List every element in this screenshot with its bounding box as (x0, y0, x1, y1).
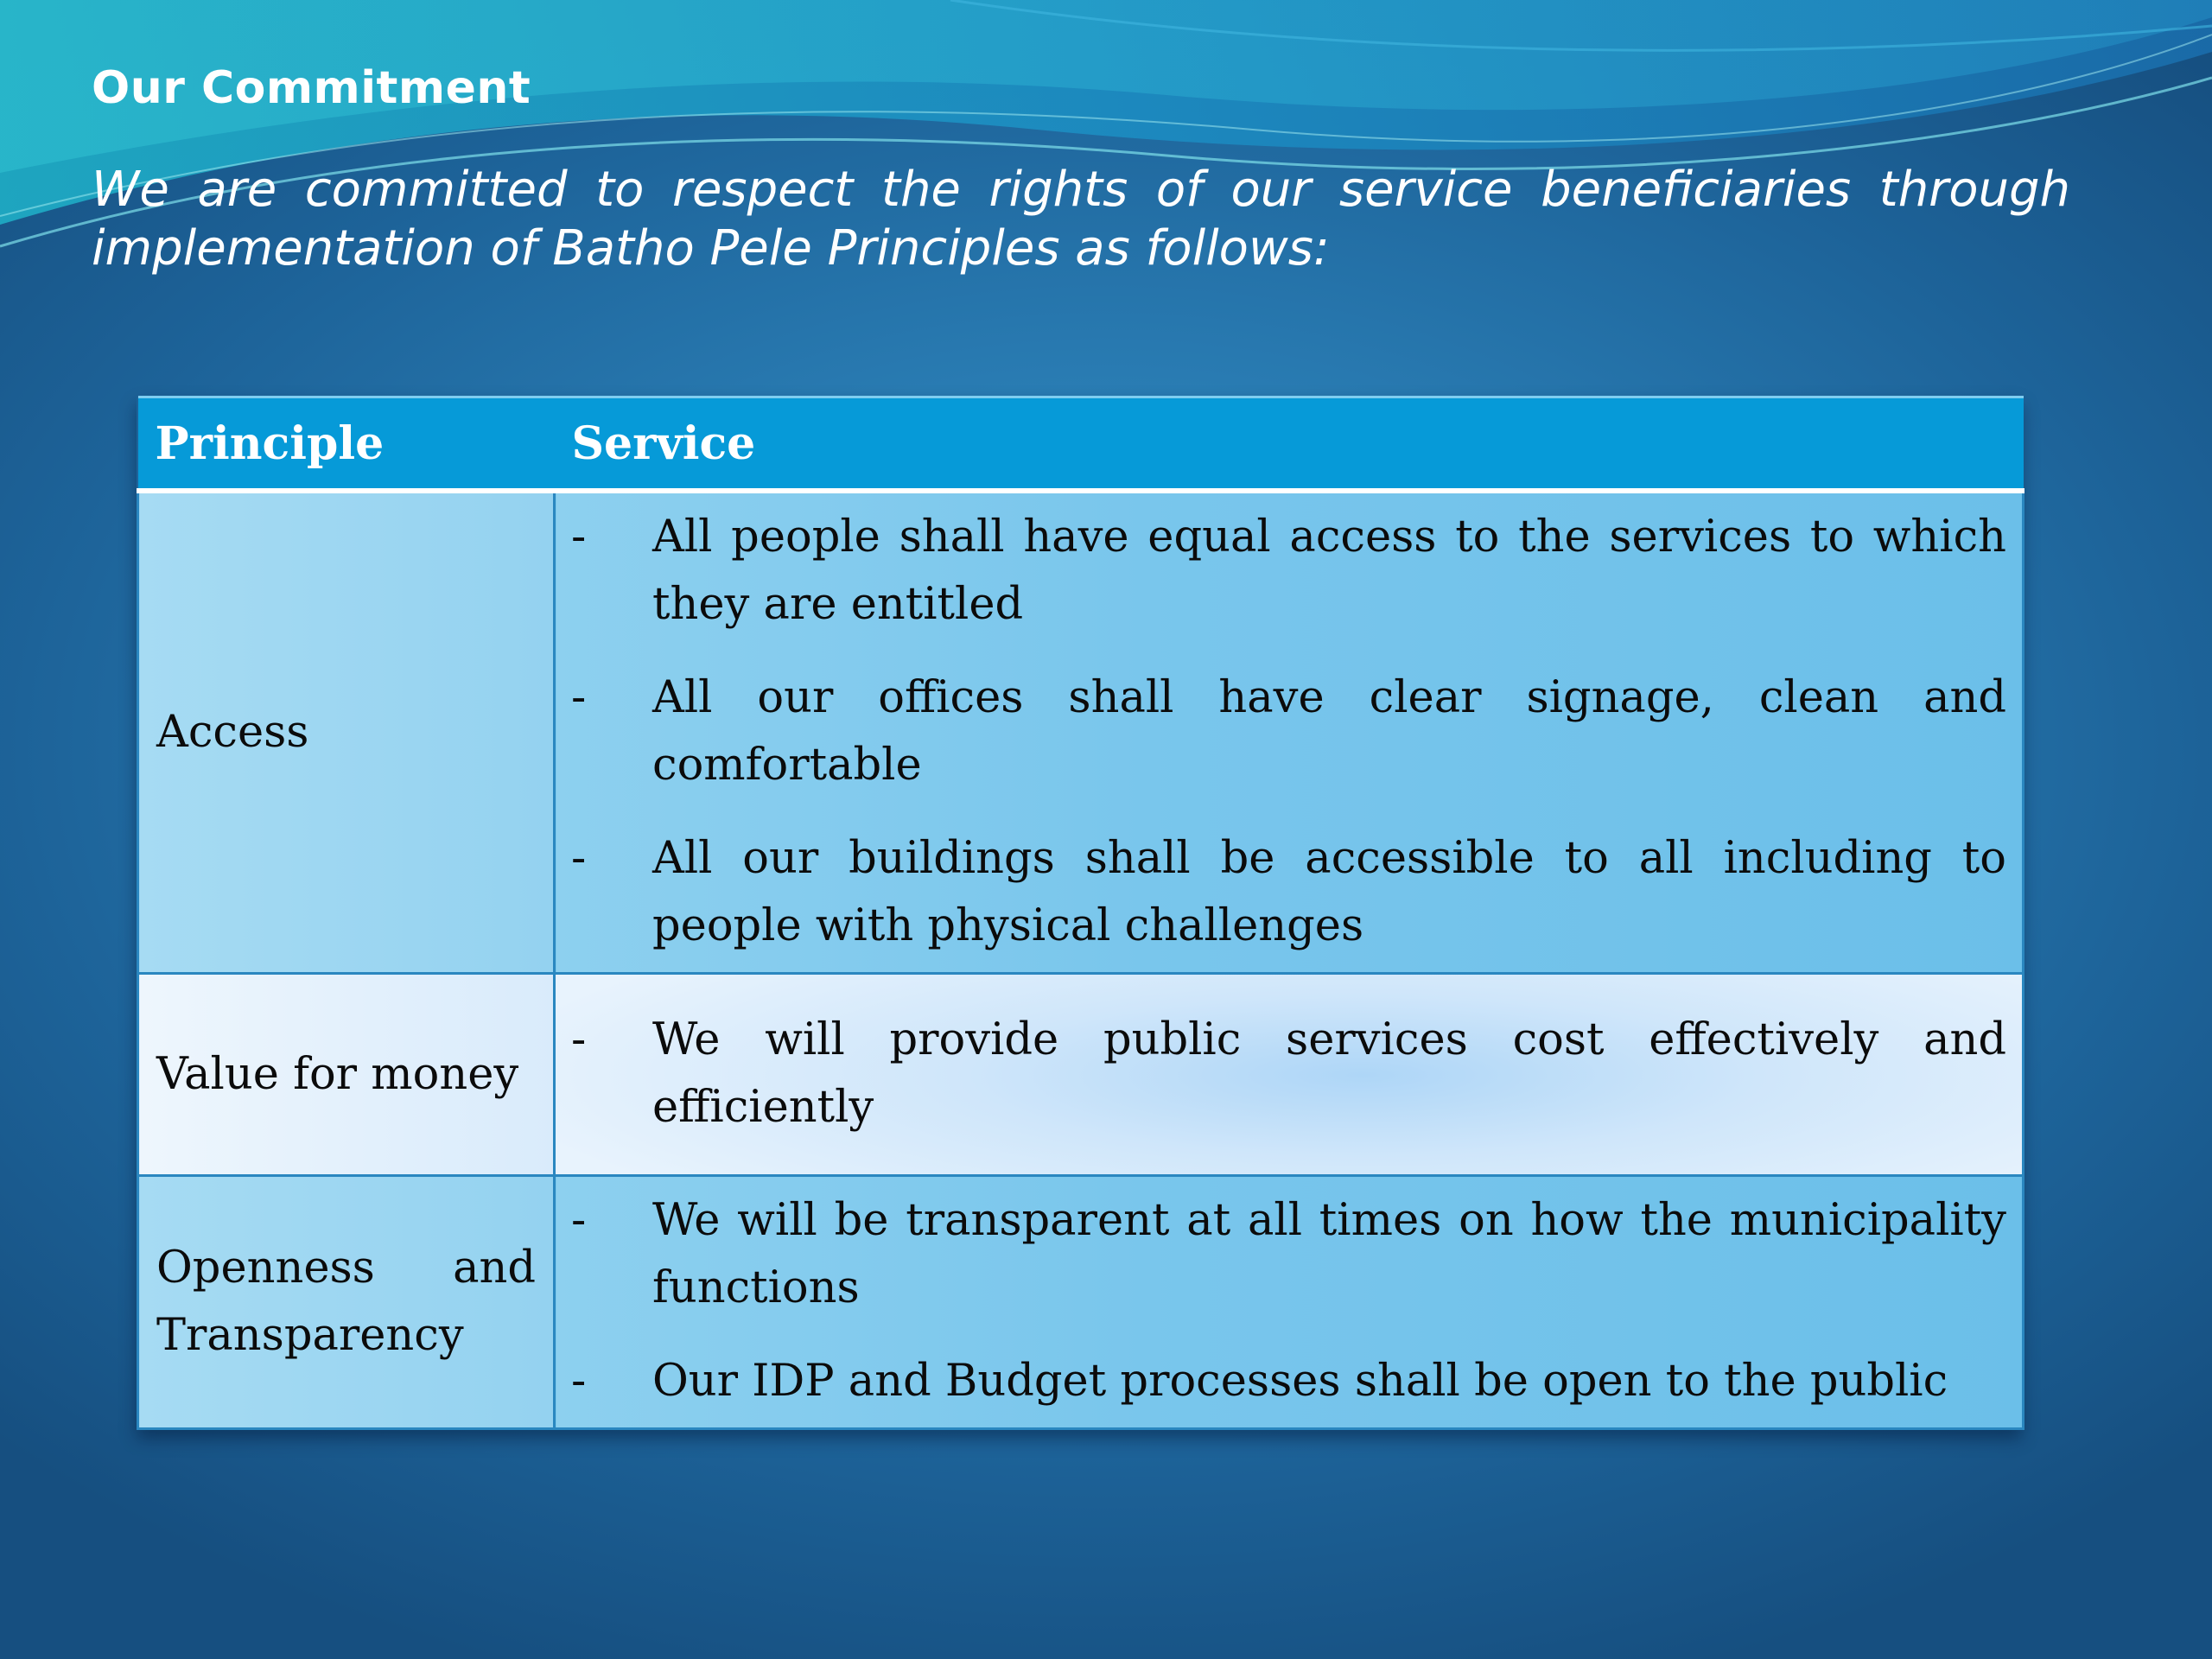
table-header-row (138, 397, 2024, 492)
service-item (571, 825, 2006, 960)
service-text: We will provide public services cost effectively and efficiently (652, 1014, 2006, 1133)
bullet-dash: - (571, 833, 587, 884)
service-text: All our offices shall have clear signage, clean and comfortable (652, 672, 2006, 791)
bullet-dash: - (571, 1195, 587, 1246)
table-row (138, 1176, 2024, 1429)
bullet-dash: - (571, 672, 587, 723)
principle-cell: Value for money (138, 974, 555, 1176)
service-item (571, 1348, 2006, 1415)
header-service: Service (555, 397, 2024, 492)
table-row (138, 974, 2024, 1176)
bullet-dash: - (571, 1014, 587, 1065)
principle-word: and (453, 1243, 536, 1294)
principle-line: Transparency (156, 1310, 464, 1361)
service-cell (555, 974, 2024, 1176)
service-text: Our IDP and Budget processes shall be open to the public (652, 1356, 1948, 1407)
service-item (571, 1187, 2006, 1322)
service-text: All people shall have equal access to the services to which they are entitled (652, 512, 2006, 630)
intro-paragraph: We are committed to respect the rights of our service beneficiaries through implementation of Batho Pele Principles as follows: (92, 162, 2070, 276)
service-text: All our buildings shall be accessible to all including to people with physical challenges (652, 833, 2006, 951)
slide-title: Our Commitment (92, 62, 531, 114)
principle-cell (138, 1176, 555, 1429)
service-item (571, 664, 2006, 799)
principle-word: Openness (156, 1243, 375, 1294)
principle-line (156, 1235, 536, 1302)
principles-table (137, 396, 2022, 1430)
service-cell (555, 1176, 2024, 1429)
service-cell (555, 491, 2024, 974)
principle-cell: Access (138, 491, 555, 974)
service-item (571, 504, 2006, 639)
table-row (138, 491, 2024, 974)
header-principle: Principle (138, 397, 555, 492)
bullet-dash: - (571, 1356, 587, 1407)
service-text: We will be transparent at all times on how the municipality functions (652, 1195, 2006, 1313)
service-item (571, 1007, 2006, 1141)
bullet-dash: - (571, 512, 587, 563)
